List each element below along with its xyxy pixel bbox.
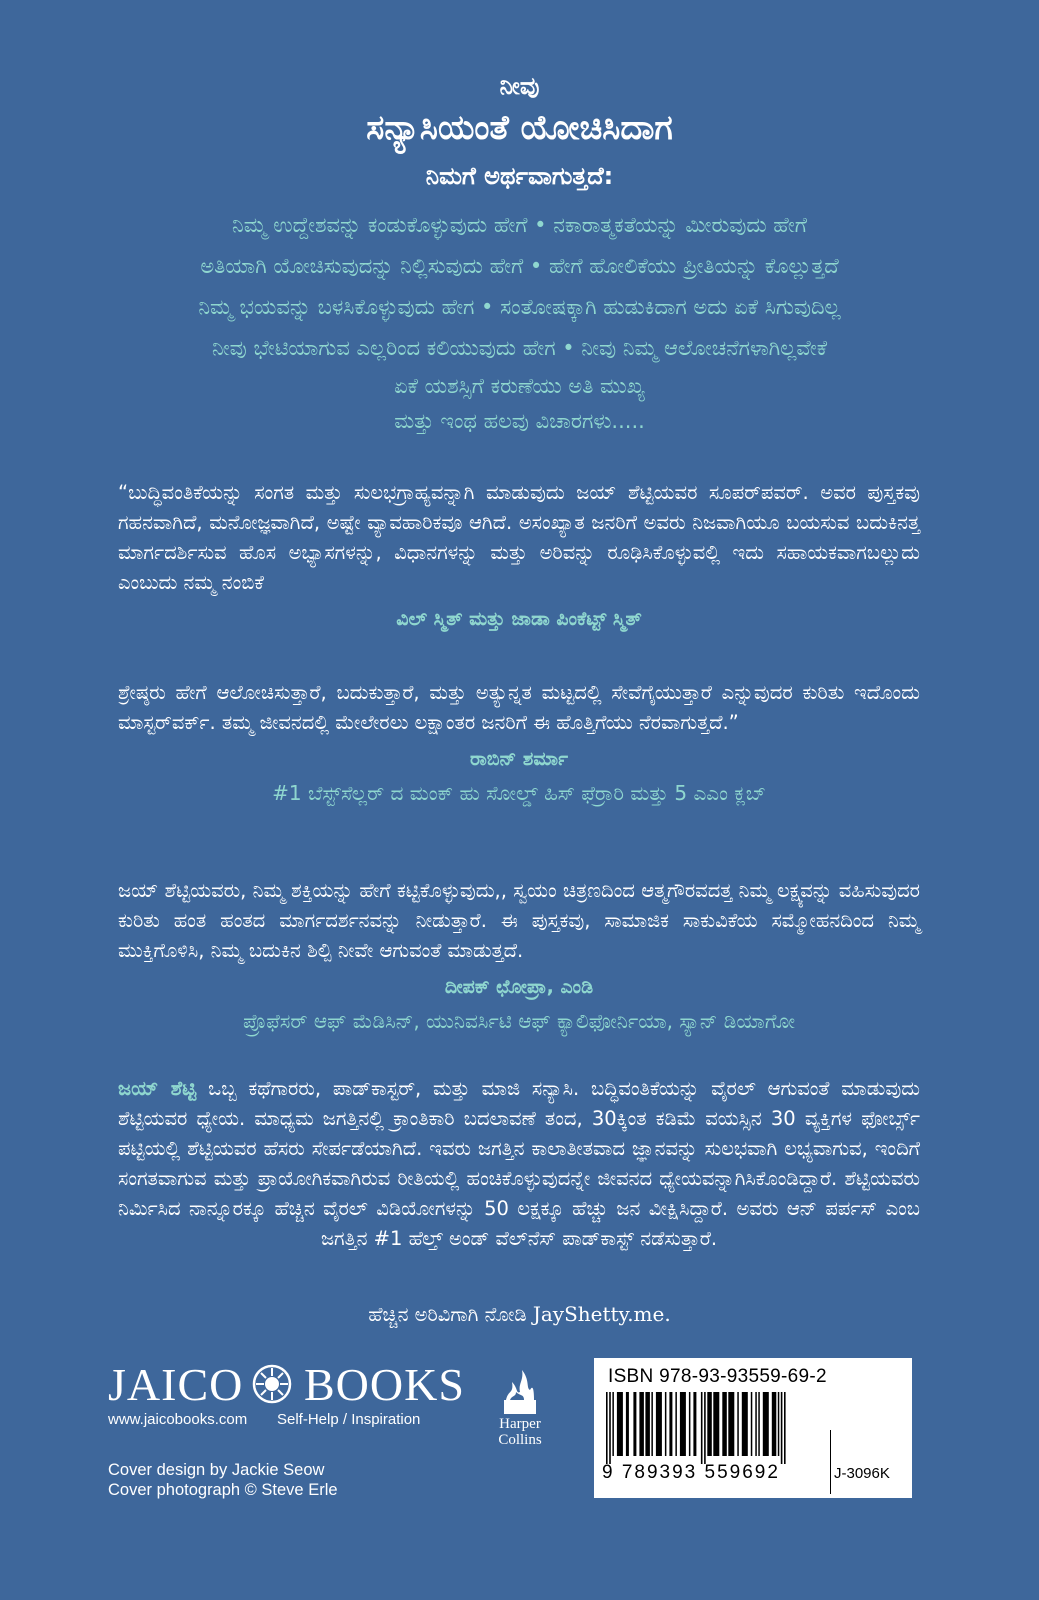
- barcode-bar: [737, 1392, 739, 1456]
- barcode-bar: [612, 1392, 614, 1456]
- cover-design-credit: Cover design by Jackie Seow: [108, 1461, 325, 1479]
- barcode-bar: [781, 1392, 783, 1464]
- author-website[interactable]: JayShetty.me.: [532, 1302, 671, 1326]
- barcode-bar: [656, 1392, 662, 1456]
- endorsement-quote: [118, 478, 920, 636]
- topic-line: ಮತ್ತು ಇಂಥ ಹಲವು ವಿಚಾರಗಳು.....: [394, 409, 645, 433]
- quote-body: ಜಯ್ ಶೆಟ್ಟಿಯವರು, ನಿಮ್ಮ ಶಕ್ತಿಯನ್ನು ಹೇಗೆ ಕಟ್ಟಿಕೊಳ್ಳುವುದು,, ಸ್ವಯಂ ಚಿತ್ರಣದಿಂದ ಆತ್ಮಗೌರವದತ್ತ ನಿಮ್ಮ ಲಕ್ಷ್ಯವನ್ನು ವಹಿಸುವುದರ ಕುರಿತು ಹಂತ ಹಂತದ ಮಾರ್ಗದರ್ಶನವನ್ನು ನೀಡುತ್ತಾರೆ. ಈ ಪುಸ್ತಕವು, ಸಾಮಾಜಿಕ ಸಾಕುವಿಕೆಯ ಸಮ್ಮೋಹನದಿಂದ ನಿಮ್ಮ ಮುಕ್ತಿಗೊಳಿಸಿ, ನಿಮ್ಮ ಬದುಕಿನ ಶಿಲ್ಪಿ ನೀವೇ ಆಗುವಂತೆ ಮಾಡುತ್ತದೆ.: [118, 879, 920, 962]
- topic-line: ನೀವು ಭೇಟಿಯಾಗುವ ಎಲ್ಲರಿಂದ ಕಲಿಯುವುದು ಹೇಗ • ನೀವು ನಿಮ್ಮ ಆಲೋಚನೆಗಳಾಗಿಲ್ಲವೇಕೆ: [211, 336, 828, 360]
- eyebrow-text: ನೀವು: [499, 72, 540, 100]
- imprint-logo: [487, 1368, 553, 1464]
- cover-photo-credit: Cover photograph © Steve Erle: [108, 1481, 338, 1499]
- publisher-logo: [108, 1358, 465, 1410]
- barcode-bar: [633, 1392, 636, 1456]
- topic-line: ಅತಿಯಾಗಿ ಯೋಚಿಸುವುದನ್ನು ನಿಲ್ಲಿಸುವುದು ಹೇಗೆ • ಹೇಗೆ ಹೋಲಿಕೆಯು ಪ್ರೀತಿಯನ್ನು ಕೊಲ್ಲುತ್ತದೆ: [200, 254, 839, 278]
- barcode-bar: [669, 1392, 672, 1456]
- barcode-bar: [665, 1392, 667, 1456]
- publisher-emblem-icon: [252, 1364, 292, 1404]
- topic-list: [80, 205, 959, 439]
- barcode-bar: [772, 1392, 777, 1456]
- more-info: [0, 1302, 1039, 1326]
- imprint-name-line2: Collins: [498, 1432, 542, 1448]
- quote-author-credential: #1 ಬೆಸ್ಟ್‌ಸೆಲ್ಲರ್ ದ ಮಂಕ್ ಹು ಸೋಲ್ಡ್ ಹಿಸ್ ಫೆರ್ರಾರಿ ಮತ್ತು 5 ಎಎಂ ಕ್ಲಬ್: [272, 781, 766, 805]
- barcode-bar: [728, 1392, 734, 1456]
- barcode-bar: [645, 1392, 650, 1456]
- barcode-bar: [609, 1392, 611, 1464]
- subhead: ನಿಮಗೆ ಅರ್ಥವಾಗುತ್ತದೆ:: [425, 162, 614, 190]
- author-bio: [118, 1074, 920, 1254]
- barcode-bar: [778, 1392, 780, 1456]
- barcode-bar: [707, 1392, 712, 1456]
- barcode-bar: [713, 1392, 719, 1456]
- topic-line: ಏಕೆ ಯಶಸ್ಸಿಗೆ ಕರುಣೆಯು ಅತಿ ಮುಖ್ಯ: [394, 374, 645, 398]
- barcode-bar: [755, 1392, 757, 1456]
- barcode-bar: [751, 1392, 753, 1456]
- isbn-text: ISBN 978-93-93559-69-2: [608, 1366, 827, 1387]
- barcode-bar: [701, 1392, 703, 1464]
- topic-line: ನಿಮ್ಮ ಉದ್ದೇಶವನ್ನು ಕಂಡುಕೊಳ್ಳುವುದು ಹೇಗೆ • ನಕಾರಾತ್ಮಕತೆಯನ್ನು ಮೀರುವುದು ಹೇಗೆ: [232, 213, 807, 237]
- cover-credits: [108, 1460, 338, 1500]
- barcode-bar: [763, 1392, 769, 1456]
- barcode-bar: [651, 1392, 653, 1456]
- more-info-label: ಹೆಚ್ಚಿನ ಅರಿವಿಗಾಗಿ ನೋಡಿ: [368, 1303, 533, 1326]
- quote-author-credential: ಪ್ರೊಫೆಸರ್ ಆಫ್ ಮೆಡಿಸಿನ್, ಯುನಿವರ್ಸಿಟಿ ಆಫ್ ಕ್ಯಾಲಿಫೋರ್ನಿಯಾ, ಸ್ಯಾನ್ ಡಿಯಾಗೋ: [242, 1009, 796, 1033]
- bio-text: ಒಬ್ಬ ಕಥೆಗಾರರು, ಪಾಡ್‌ಕಾಸ್ಟರ್, ಮತ್ತು ಮಾಜಿ ಸನ್ಯಾಸಿ. ಬದ್ಧಿವಂತಿಕೆಯನ್ನು ವೈರಲ್ ಆಗುವಂತೆ ಮಾಡುವುದು ಶೆಟ್ಟಿಯವರ ಧ್ಯೇಯ. ಮಾಧ್ಯಮ ಜಗತ್ತಿನಲ್ಲಿ ಕ್ರಾಂತಿಕಾರಿ ಬದಲಾವಣೆ ತಂದ, 30ಕ್ಕಿಂತ ಕಡಿಮೆ ವಯಸ್ಸಿನ 30 ವ್ಯಕ್ತಿಗಳ ಫೋರ್ಬ್ಸ್ ಪಟ್ಟಿಯಲ್ಲಿ ಶೆಟ್ಟಿಯವರ ಹೆಸರು ಸೇರ್ಪಡೆಯಾಗಿದೆ. ಇವರು ಜಗತ್ತಿನ ಕಾಲಾತೀತವಾದ ಜ್ಞಾನವನ್ನು ಸುಲಭವಾಗಿ ಲಭ್ಯವಾಗುವ, ಇಂದಿಗೆ ಸಂಗತವಾಗುವ ಮತ್ತು ಪ್ರಾಯೋಗಿಕವಾಗಿರುವ ರೀತಿಯಲ್ಲಿ ಹಂಚಿಕೊಳ್ಳುವುದನ್ನೇ ಜೀವನದ ಧ್ಯೇಯವನ್ನಾಗಿಸಿಕೊಂಡಿದ್ದಾರೆ. ಶೆಟ್ಟಿಯವರು ನಿರ್ಮಿಸಿದ ನಾನ್ನೂರಕ್ಕೂ ಹೆಚ್ಚಿನ ವೈರಲ್ ವಿಡಿಯೋಗಳನ್ನು 50 ಲಕ್ಷಕ್ಕೂ ಹೆಚ್ಚು ಜನ ವೀಕ್ಷಿಸಿದ್ದಾರೆ. ಅವರು ಆನ್ ಪರ್ಪಸ್ ಎಂಬ ಜಗತ್ತಿನ #1 ಹೆಲ್ತ್ ಅಂಡ್ ವೆಲ್‌ನೆಸ್ ಪಾಡ್‌ಕಾಸ್ಟ್ ನಡೆಸುತ್ತಾರೆ.: [118, 1077, 921, 1250]
- barcode-bar: [617, 1392, 623, 1456]
- harpercollins-fire-icon: [502, 1368, 538, 1416]
- barcode-bar: [675, 1392, 677, 1456]
- barcode-bar: [639, 1392, 644, 1456]
- quote-author: ದೀಪಕ್ ಛೋಪ್ರಾ, ಎಂಡಿ: [444, 976, 594, 998]
- barcode-divider: [830, 1430, 831, 1494]
- barcode-bar: [704, 1392, 706, 1464]
- barcode-bar: [693, 1392, 696, 1456]
- product-code: J-3096K: [834, 1465, 890, 1482]
- barcode-bar: [758, 1392, 760, 1456]
- topic-line: ನಿಮ್ಮ ಭಯವನ್ನು ಬಳಸಿಕೊಳ್ಳುವುದು ಹೇಗ • ಸಂತೋಷಕ್ಕಾಗಿ ಹುಡುಕಿದಾಗ ಅದು ಏಕೆ ಸಿಗುವುದಿಲ್ಲ: [198, 295, 841, 319]
- quote-body: “ಬುದ್ಧಿವಂತಿಕೆಯನ್ನು ಸಂಗತ ಮತ್ತು ಸುಲಭಗ್ರಾಹ್ಯವನ್ನಾಗಿ ಮಾಡುವುದು ಜಯ್ ಶೆಟ್ಟಿಯವರ ಸೂಪರ್‌ಪವರ್. ಅವರ ಪುಸ್ತಕವು ಗಹನವಾಗಿದೆ, ಮನೋಜ್ಞವಾಗಿದೆ, ಅಷ್ಟೇ ವ್ಯಾವಹಾರಿಕವೂ ಆಗಿದೆ. ಅಸಂಖ್ಯಾತ ಜನರಿಗೆ ಅವರು ನಿಜವಾಗಿಯೂ ಬಯಸುವ ಬದುಕಿನತ್ತ ಮಾರ್ಗದರ್ಶಿಸುವ ಹೊಸ ಅಭ್ಯಾಸಗಳನ್ನು, ವಿಧಾನಗಳನ್ನು ಮತ್ತು ಅರಿವನ್ನು ರೂಢಿಸಿಕೊಳ್ಳುವಲ್ಲಿ ಇದು ಸಹಾಯಕವಾಗಬಲ್ಲುದು ಎಂಬುದು ನಮ್ಮ ನಂಬಿಕೆ: [118, 481, 920, 594]
- barcode-bar: [689, 1392, 691, 1456]
- endorsement-quote: [118, 678, 920, 810]
- barcode-bar: [742, 1392, 748, 1456]
- isbn-barcode-panel: [594, 1358, 912, 1498]
- publisher-name-right: BOOKS: [304, 1359, 465, 1410]
- barcode-bar: [784, 1392, 786, 1464]
- barcode: [604, 1392, 826, 1464]
- bio-author-name: ಜಯ್ ಶೆಟ್ಟಿ: [118, 1077, 197, 1100]
- headline: ಸನ್ಯಾಸಿಯಂತೆ ಯೋಚಿಸಿದಾಗ: [366, 108, 673, 148]
- imprint-name-line1: Harper: [499, 1416, 541, 1432]
- publisher-url[interactable]: www.jaicobooks.com: [108, 1411, 248, 1428]
- quote-author: ವಿಲ್ ಸ್ಮಿತ್ ಮತ್ತು ಜಾಡಾ ಪಿಂಕೆಟ್ಟ್ ಸ್ಮಿತ್: [396, 608, 642, 630]
- barcode-bar: [680, 1392, 686, 1456]
- barcode-digits: 9 789393 559692: [602, 1462, 780, 1483]
- barcode-bar: [606, 1392, 608, 1464]
- quote-author: ರಾಬಿನ್ ಶರ್ಮಾ: [470, 748, 568, 770]
- barcode-bar: [722, 1392, 727, 1456]
- barcode-bar: [626, 1392, 629, 1456]
- endorsement-quote: [118, 876, 920, 1038]
- publisher-name-left: JAICO: [108, 1359, 244, 1410]
- quote-body: ಶ್ರೇಷ್ಠರು ಹೇಗೆ ಆಲೋಚಿಸುತ್ತಾರೆ, ಬದುಕುತ್ತಾರೆ, ಮತ್ತು ಅತ್ಯುನ್ನತ ಮಟ್ಟದಲ್ಲಿ ಸೇವೆಗೈಯುತ್ತಾರೆ ಎನ್ನುವುದರ ಕುರಿತು ಇದೊಂದು ಮಾಸ್ಟರ್‌ವರ್ಕ್. ತಮ್ಮ ಜೀವನದಲ್ಲಿ ಮೇಲೇರಲು ಲಕ್ಷಾಂತರ ಜನರಿಗೆ ಈ ಹೊತ್ತಿಗೆಯು ನೆರವಾಗುತ್ತದೆ.”: [118, 681, 920, 734]
- book-category: Self-Help / Inspiration: [277, 1411, 421, 1428]
